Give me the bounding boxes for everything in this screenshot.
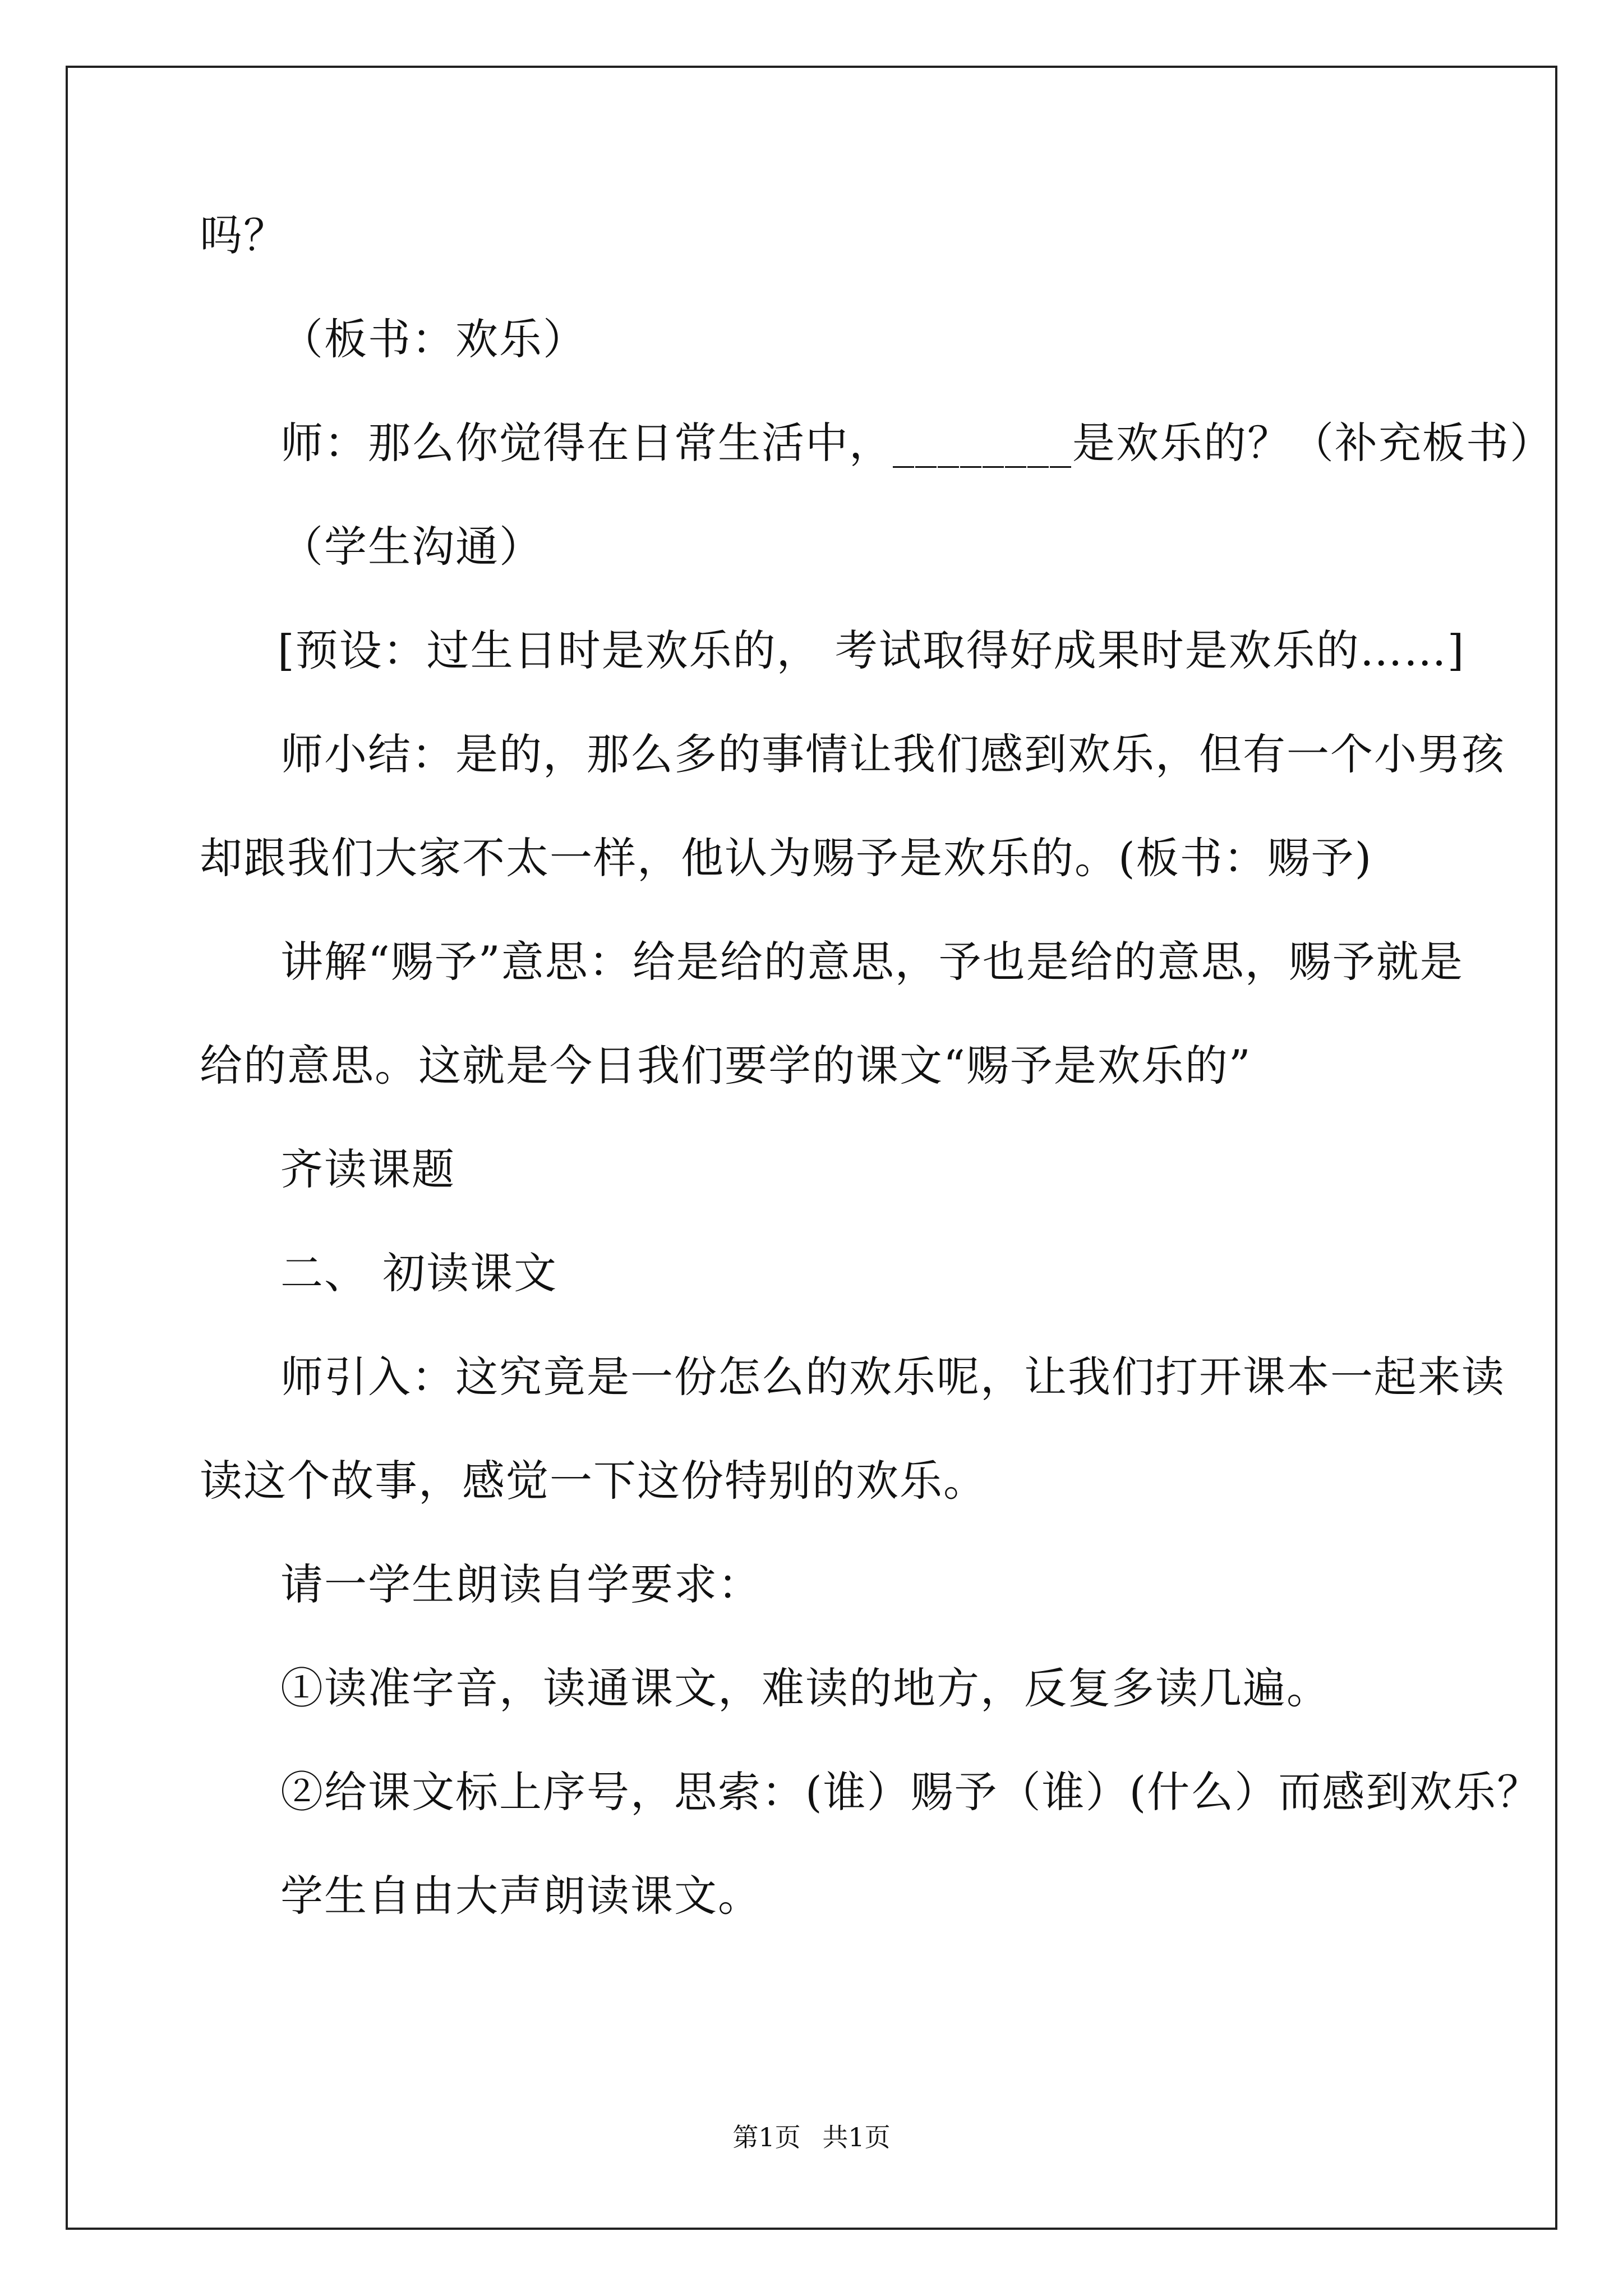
- text-line: 读这个故事，感觉一下这份特别的欢乐。: [200, 1456, 987, 1506]
- text-line: 吗？: [200, 210, 287, 260]
- page-footer: [0, 2120, 1623, 2154]
- text-line: 师：那么你觉得在日常生活中，________是欢乐的？（补充板书）: [280, 418, 1553, 468]
- text-line: （板书：欢乐）: [280, 314, 587, 364]
- page-number: 第1页: [732, 2122, 801, 2152]
- text-line: 师小结：是的，那么多的事情让我们感到欢乐，但有一个小男孩: [280, 729, 1505, 779]
- text-line: 却跟我们大家不太一样，他认为赐予是欢乐的。(板书：赐予): [200, 833, 1373, 883]
- text-line: 学生自由大声朗读课文。: [280, 1871, 762, 1921]
- text-line: 给的意思。这就是今日我们要学的课文“赐予是欢乐的”: [200, 1041, 1252, 1091]
- text-line: （学生沟通）: [280, 522, 543, 572]
- text-line: 二、 初读课文: [280, 1248, 558, 1298]
- page-total: 共1页: [822, 2122, 891, 2152]
- text-line: 师引入：这究竟是一份怎么的欢乐呢，让我们打开课本一起来读: [280, 1352, 1505, 1402]
- text-line: 请一学生朗读自学要求：: [280, 1559, 762, 1609]
- text-line: [预设：过生日时是欢乐的， 考试取得好成果时是欢乐的……]: [278, 625, 1465, 675]
- text-line: ①读准字音，读通课文，难读的地方，反复多读几遍。: [280, 1663, 1330, 1713]
- text-line: ②给课文标上序号，思索：(谁）赐予（谁）(什么）而感到欢乐？: [280, 1767, 1541, 1817]
- text-line: 齐读课题: [280, 1144, 455, 1194]
- text-line: 讲解“赐予”意思：给是给的意思，予也是给的意思，赐予就是: [280, 937, 1464, 987]
